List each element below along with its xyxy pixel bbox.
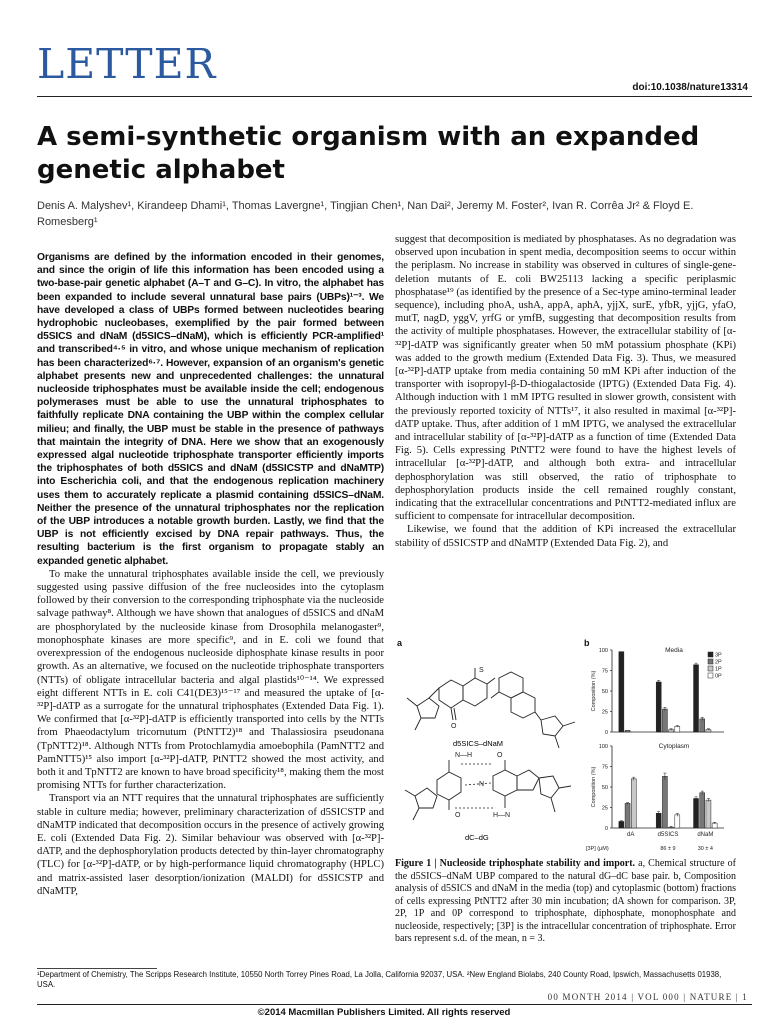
- bar: [631, 779, 636, 828]
- structure-label-top: d5SICS–dNaM: [453, 739, 504, 748]
- section-heading: LETTER: [37, 40, 217, 88]
- y-tick-label: 100: [598, 648, 608, 655]
- atom-label: O: [451, 723, 457, 730]
- y-tick-label: 0: [604, 826, 608, 833]
- footer-rule: [37, 1004, 752, 1005]
- footnote-rule: [37, 968, 157, 969]
- issue-line: 00 MONTH 2014 | VOL 000 | NATURE | 1: [547, 992, 748, 1002]
- legend-label: 1P: [715, 666, 722, 673]
- caption-lead: Figure 1 | Nucleoside triphosphate stability and import.: [395, 858, 636, 869]
- sugar-ring: [541, 716, 563, 736]
- doi-link[interactable]: doi:10.1038/nature13314: [632, 82, 748, 93]
- bar: [694, 798, 699, 828]
- bar: [619, 821, 624, 828]
- abstract: Organisms are defined by the information encoded in their genomes, and since the origin of life this information has been encoded using a two-base-pair genetic alphabet (A–T and G–C). In vitro, the alphabet has been expanded to include several unnatural base pairs (UBPs)¹⁻³. We have developed a class of UBPs formed between nucleotides bearing hydrophobic nucleobases, exemplified by the pair formed between d5SICS and dNaM (d5SICS–dNaM), which is efficiently PCR-amplified¹ and transcribed⁴·⁵ in vitro, and whose unique mechanism of replication has been characterized⁶·⁷. However, expansion of an organism's genetic alphabet presents new and unprecedented challenges: the unnatural nucleoside triphosphates must be available inside the cell; endogenous polymerases must be able to use the unnatural triphosphates to faithfully replicate DNA containing the UBP within the complex cellular milieu; and finally, the UBP must be stable in the presence of pathways that maintain the integrity of DNA. Here we show that an exogenously expressed algal nucleotide triphosphate transporter efficiently imports the triphosphates of both d5SICS and dNaM (d5SICSTP and dNaMTP) into Escherichia coli, and that the endogenous replication machinery uses them to accurately replicate a plasmid containing d5SICS–dNaM. Neither the presence of the unnatural triphosphates nor the replication of the UBP introduces a notable growth burden. Lastly, we find that the UBP is not efficiently excised by DNA repair pathways. Thus, the resulting bacterium is the first organism to propagate stably an expanded genetic alphabet.: [37, 252, 384, 567]
- composition-bar-charts: [586, 636, 736, 858]
- dnam-ring-b: [511, 692, 535, 718]
- body-paragraph: suggest that decomposition is mediated by phosphatases. As no degradation was observed upon incubation in spent media, decomposition seems to occur within the periplasm. No increase in stability was observed in cultures of single-gene-deletion mutants of E. coli BW25113 lacking a specific periplasmic phosphatase¹⁹ (as identified by the presence of a Sec-type amino-terminal leader sequence), including phoA, ushA, appA, aphA, yjjX, surE, yfbR, yjjG, yfaO, mutT, nagD, yggV, yrfG or ymfB, suggesting that decomposition results from the activity of multiple phosphatases. However, the extracellular stability of [α-³²P]-dATP was significantly greater when 50 mM potassium phosphate (KPi) was added to the growth medium (Extended Data Fig. 3). Thus, we measured [α-³²P]-dATP uptake from media containing 50 mM KPi after induction of the transporter with isopropyl-β-D-thiogalactoside (IPTG) (Extended Data Fig. 4). Although induction with 1 mM IPTG resulted in slower growth, consistent with the previously reported toxicity of NTTs¹⁷, it also resulted in maximal [α-³²P]-dATP uptake. Thus, after addition of 1 mM IPTG, we analysed the extracellular and intracellular stability of [α-³²P]-dATP as a function of time (Extended Data Fig. 5). Cells expressing PtNTT2 were found to have the highest levels of intracellular [α-³²P]-dATP, and although both extra- and intracellular dephosphorylation was still observed, the ratio of triphosphate to dephosphorylation products inside the cell remained roughly constant, indicating that the extracellular concentrations and PtNTT2-mediated influx are sufficient to compensate for intracellular decomposition.: [395, 234, 736, 523]
- footer-label: [3P] (μM): [586, 846, 609, 852]
- x-tick-label: dA: [626, 832, 635, 838]
- panel-a-label: a: [397, 638, 403, 648]
- y-tick-label: 0: [604, 730, 608, 737]
- atom-label: H—N: [493, 812, 511, 819]
- figure-caption: [395, 858, 736, 946]
- d5sics-ring-b: [463, 678, 487, 706]
- y-tick-label: 100: [598, 744, 608, 751]
- sugar-ring: [415, 788, 437, 808]
- legend-label: 2P: [715, 659, 722, 666]
- bar: [694, 665, 699, 732]
- legend-swatch: [708, 659, 713, 664]
- y-tick-label: 75: [601, 764, 608, 771]
- bar: [662, 776, 667, 828]
- y-tick-label: 25: [601, 709, 608, 716]
- d5sics-ring-a: [439, 680, 463, 708]
- left-column: [37, 251, 384, 898]
- footer-value: 30 ± 4: [697, 846, 713, 852]
- x-tick-label: dNaM: [697, 832, 714, 838]
- media-chart: [591, 647, 724, 736]
- caption-text: a, Chemical structure of the d5SICS–dNaM UBP compared to the natural dG–dC base pair. b, Composition analysis of d5SICS and dNaM in the media (top) and cytoplasmic (bottom) fractions of cells expressing PtNTT2 after 30 min incubation; dA shown for comparison. 3P, 2P, 1P and 0P correspond to triphosphate, diphosphate, monophosphate and nucleoside, respectively; [3P] is the intracellular concentration of triphosphate. Error bars represent s.d. of the mean, n = 3.: [395, 858, 737, 944]
- body-paragraph: Likewise, we found that the addition of KPi increased the extracellular stability of d5SICSTP and dNaMTP (Extended Data Fig. 2), and: [395, 524, 736, 549]
- y-tick-label: 75: [601, 668, 608, 675]
- chart-title: Media: [665, 647, 683, 654]
- bar: [675, 726, 680, 732]
- legend-label: 0P: [715, 673, 722, 680]
- panel-b-label: b: [584, 638, 590, 648]
- y-axis-label: Composition (%): [591, 766, 597, 808]
- right-column: [395, 233, 736, 550]
- y-tick-label: 50: [601, 785, 608, 792]
- chart-title: Cytoplasm: [658, 743, 690, 750]
- atom-label: N: [479, 781, 485, 788]
- author-list: Denis A. Malyshev¹, Kirandeep Dhami¹, Thomas Lavergne¹, Tingjian Chen¹, Nan Dai², Jeremy M. Foster², Ivan R. Corrêa Jr² & Floyd E. Romesberg¹: [37, 200, 694, 228]
- bar: [656, 682, 661, 732]
- header-rule: [37, 96, 752, 97]
- y-axis-label: Composition (%): [591, 670, 597, 712]
- atom-label: S: [479, 667, 484, 674]
- cytoplasm-chart: [591, 743, 724, 838]
- body-paragraph: Transport via an NTT requires that the unnatural triphosphates are sufficiently stable in culture media; however, preliminary characterization of d5SICSTP and dNaMTP indicated that decomposition occurs in the presence of actively growing E. coli (Extended Data Fig. 2). Similar behaviour was observed with [α-³²P]-dATP, and the dephosphorylation products detected by thin-layer chromatography (TLC) for [α-³²P]-dATP, or by high-performance liquid chromatography (HPLC) and matrix-assisted laser desorption/ionization (MALDI) for d5SICSTP and dNaMTP,: [37, 793, 384, 897]
- bar: [625, 730, 630, 732]
- bar: [656, 813, 661, 828]
- sugar-ring: [539, 776, 559, 798]
- guanine-ring-b: [517, 770, 539, 790]
- x-tick-label: d5SICS: [657, 832, 679, 838]
- legend-swatch: [708, 673, 713, 678]
- legend-swatch: [708, 666, 713, 671]
- article-title: A semi-synthetic organism with an expanded genetic alphabet: [37, 122, 700, 185]
- body-paragraph: To make the unnatural triphosphates available inside the cell, we previously suggested using passive diffusion of the free nucleosides into the cytoplasm followed by their conversion to the corresponding triphosphate via the nucleoside salvage pathway⁸. Although we have shown that analogues of d5SICS and dNaM are phosphorylated by the nucleoside kinase from Drosophila melanogaster⁹, monophosphate kinases are more specific⁹, and in E. coli we found that overexpression of the endogenous nucleoside diphosphate kinase results in poor growth. As an alternative, we focused on the nucleotide triphosphate transporters (NTTs) of obligate intracellular bacteria and algal plastids¹⁰⁻¹⁴. We expressed eight different NTTs in E. coli C41(DE3)¹⁵⁻¹⁷ and measured the uptake of [α-³²P]-dATP as a surrogate for the unnatural triphosphates (Extended Data Fig. 1). We confirmed that [α-³²P]-dATP is efficiently transported into cells by the NTTs from Phaeodactylum tricornutum (PtNTT2)¹⁸ and Thalassiosira pseudonana (TpNTT2)¹⁸. Although NTTs from Protochlamydia amoebophila (PamNTT2 and PamNTT5)¹⁵ also import [α-³²P]-dATP, PtNTT2 showed the most activity, and both it and TpNTT2 are known to have broad specificity¹⁸, making them the most promising NTTs for further characterization.: [37, 568, 384, 792]
- y-tick-label: 25: [601, 805, 608, 812]
- atom-label: N—H: [455, 752, 473, 759]
- chart-legend: [708, 652, 722, 680]
- legend-label: 3P: [715, 652, 722, 659]
- bar: [662, 709, 667, 732]
- bar: [619, 652, 624, 732]
- bar: [700, 719, 705, 732]
- affiliations: ¹Department of Chemistry, The Scripps Research Institute, 10550 North Torrey Pines Road, La Jolla, California 92037, USA. ²New England Biolabs, 240 County Road, Ipswich, Massachusetts 01938, USA.: [37, 970, 722, 989]
- chart-footer: [586, 846, 713, 852]
- legend-swatch: [708, 652, 713, 657]
- bar: [700, 793, 705, 828]
- atom-label: O: [455, 812, 461, 819]
- structure-label-bottom: dC–dG: [465, 833, 489, 842]
- bar: [625, 803, 630, 828]
- cytosine-ring: [437, 772, 461, 800]
- bar: [675, 815, 680, 828]
- atom-label: O: [497, 752, 503, 759]
- chemical-structures: [395, 636, 585, 858]
- guanine-ring-a: [493, 770, 517, 796]
- figure-1: [395, 636, 736, 858]
- bar: [706, 800, 711, 828]
- sugar-ring: [417, 698, 439, 718]
- footer-value: 86 ± 9: [660, 846, 676, 852]
- copyright: ©2014 Macmillan Publishers Limited. All rights reserved: [257, 1007, 511, 1018]
- y-tick-label: 50: [601, 689, 608, 696]
